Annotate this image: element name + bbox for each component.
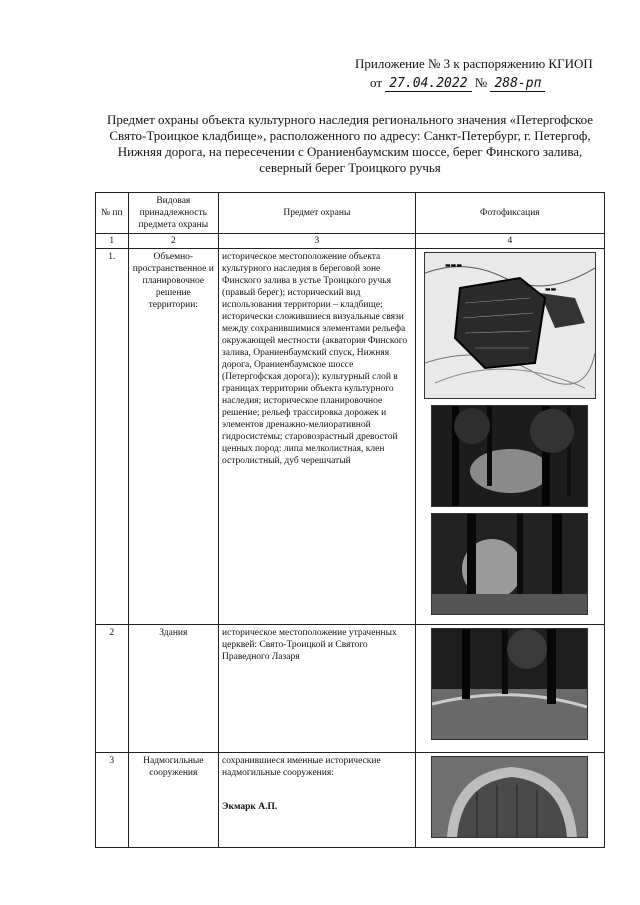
number-label: № <box>474 75 488 90</box>
row-subject <box>219 753 416 848</box>
protection-table <box>95 192 605 848</box>
row-photos <box>415 249 604 625</box>
site-plan-map-image <box>424 252 596 399</box>
monument-name: Экмарк А.П. <box>222 802 278 812</box>
row-type: Здания <box>128 625 218 753</box>
col-num-1: 1 <box>96 234 129 249</box>
row-type: Объемно-пространственное и планировочное решение территории: <box>128 249 218 625</box>
row-type: Надмогильные сооружения <box>128 753 218 848</box>
table-row <box>96 625 605 753</box>
svg-text:▬▬: ▬▬ <box>544 286 557 293</box>
forest-photo-2 <box>431 513 588 615</box>
col-num-4: 4 <box>415 234 604 249</box>
svg-text:▬▬▬: ▬▬▬ <box>444 262 462 269</box>
row-photos <box>415 625 604 753</box>
forest-photo-1 <box>431 405 588 507</box>
table-row <box>96 249 605 625</box>
header-subject: Предмет охраны <box>219 193 416 234</box>
col-num-3: 3 <box>219 234 416 249</box>
row-subject: историческое местоположение объекта культурного наследия в береговой зоне Финского залива в устье Троицкого ручья (правый берег); исторический вид использования территории – кладбище; исторически сложившиеся визуальные связи между сохранившимися элементами рельефа окружающей местности (акватория Финского залива, Ораниенбаумский спуск, Нижняя дорога, Ораниенбаумское шоссе (Петергофская дорога)); культурный слой в границах территории объекта культурного наследия; историческое планировочное решение; рельеф трассировка дорожек и элементов дренажно-мелиоративной гидросистемы; старовозрастный древостой ценных пород: липа мелколистная, клен остролистный, дуб черешчатый <box>219 249 416 625</box>
order-date: 27.04.2022 <box>385 76 471 92</box>
from-label: от <box>370 75 383 90</box>
document-title: Предмет охраны объекта культурного наследия регионального значения «Петергофское Свято-Троицкое кладбище», расположенного по адресу: Санкт-Петербург, г. Петергоф, Нижняя дорога, на пересечении с Ораниенбаумским шоссе, берег Финского залива, северный берег Троицкого ручья <box>106 112 593 175</box>
appendix-label: Приложение № 3 к распоряжению КГИОП <box>355 56 593 71</box>
row-subject: историческое местоположение утраченных церквей: Свято-Троицкой и Святого Праведного Лазаря <box>219 625 416 753</box>
col-num-2: 2 <box>128 234 218 249</box>
row-num: 1. <box>96 249 129 625</box>
row-photos <box>415 753 604 848</box>
column-number-row <box>96 234 605 249</box>
church-site-photo <box>431 628 588 740</box>
order-number: 288-рп <box>490 76 545 92</box>
header-type: Видовая принадлежность предмета охраны <box>128 193 218 234</box>
table-header-row <box>96 193 605 234</box>
row-num: 2 <box>96 625 129 753</box>
header-num: № пп <box>96 193 129 234</box>
table-row <box>96 753 605 848</box>
header-photo: Фотофиксация <box>415 193 604 234</box>
row-subject-text: сохранившиеся именные исторические надмогильные сооружения: <box>222 756 381 778</box>
row-num: 3 <box>96 753 129 848</box>
grave-monument-photo <box>431 756 588 838</box>
order-reference <box>370 75 545 91</box>
